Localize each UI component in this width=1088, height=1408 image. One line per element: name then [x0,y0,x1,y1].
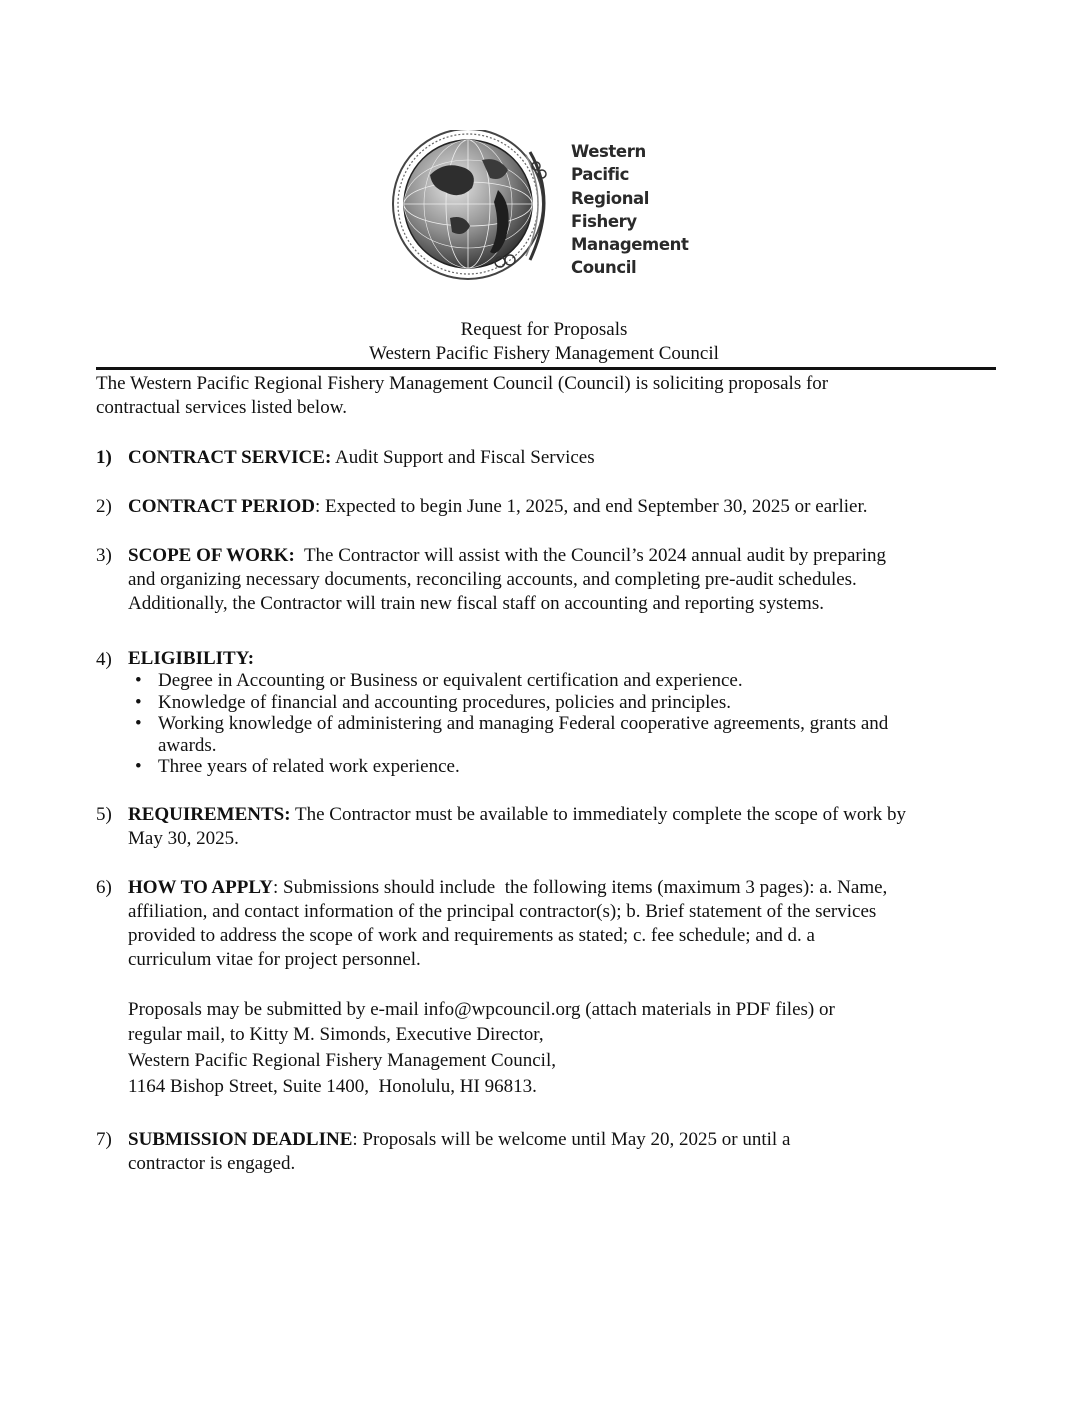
item-number: 6) [96,877,112,898]
item-body [128,803,996,851]
header-subtitle: Western Pacific Fishery Management Council [369,343,719,364]
item-text: and organizing necessary documents, reconciling accounts, and completing pre-audit schedules. [128,569,857,590]
item-heading: SUBMISSION DEADLINE [128,1129,353,1150]
logo-wordmark [571,140,688,280]
logo-text-line: Council [571,258,637,278]
proposal-text: regular mail, to Kitty M. Simonds, Executive Director, [128,1024,544,1045]
intro-line: contractual services listed below. [96,397,347,418]
document-header [96,318,992,366]
item-body [128,876,996,1100]
council-logo [390,130,690,295]
bullet-icon: • [135,756,142,777]
bullet-icon: • [135,691,142,713]
item-heading: CONTRACT PERIOD [128,496,316,517]
proposal-text: Western Pacific Regional Fishery Management Council, [128,1050,556,1071]
item-text: contractor is engaged. [128,1153,296,1174]
logo-text-line: Pacific [571,165,630,185]
logo-text-line: Management [571,235,689,255]
item-text: May 30, 2025. [128,828,239,849]
item-text: curriculum vitae for project personnel. [128,949,421,970]
item-heading: HOW TO APPLY [128,877,274,898]
item-heading: ELIGIBILITY: [128,648,255,669]
item-text: : Expected to begin June 1, 2025, and end September 30, 2025 or earlier. [315,496,868,517]
list-item: • Working knowledge of administering and managing Federal cooperative agreements, grants and awards. [135,713,889,756]
logo-text-line: Regional [571,188,650,208]
header-title: Request for Proposals [460,319,628,340]
list-item: • Degree in Accounting or Business or equivalent certification and experience. [135,670,743,691]
eligibility-list [128,670,996,778]
list-item: • Knowledge of financial and accounting procedures, policies and principles. [135,691,731,713]
item-number: 3) [96,545,112,566]
item-number: 2) [96,496,112,517]
item-number: 1) [96,447,112,468]
proposal-text: 1164 Bishop Street, Suite 1400, Honolulu, HI 96813. [128,1076,537,1097]
item-text: Additionally, the Contractor will train new fiscal staff on accounting and reporting systems. [128,593,824,614]
list-item: • Three years of related work experience. [135,756,460,777]
item-body [128,495,996,519]
logo-text-line: Fishery [571,211,637,231]
item-body [128,446,996,470]
header-divider [96,367,996,370]
intro-paragraph [96,372,996,420]
item-body [128,648,996,778]
item-body [128,544,996,616]
proposal-text: Proposals may be submitted by e-mail info@wpcouncil.org (attach materials in PDF files) or [128,999,835,1020]
item-heading: REQUIREMENTS: [128,804,291,825]
item-text: provided to address the scope of work and requirements as stated; c. fee schedule; and d. a [128,925,815,946]
item-number: 4) [96,649,112,670]
mailing-address [128,1022,996,1100]
logo-text-line: Western [571,142,646,161]
item-text: Audit Support and Fiscal Services [331,447,595,468]
globe-logo-icon [390,130,570,295]
bullet-icon: • [135,713,142,734]
bullet-icon: • [135,670,142,691]
item-body [128,1128,996,1176]
item-heading: CONTRACT SERVICE: [128,447,332,468]
intro-line: The Western Pacific Regional Fishery Management Council (Council) is soliciting proposals for [96,373,829,394]
item-heading: SCOPE OF WORK: [128,545,295,566]
item-text: affiliation, and contact information of the principal contractor(s); b. Brief statement of the services [128,901,877,922]
item-text: : Submissions should include the following items (maximum 3 pages): a. Name, [273,877,888,898]
item-number: 5) [96,804,112,825]
item-text: The Contractor will assist with the Council’s 2024 annual audit by preparing [294,545,886,566]
item-number: 7) [96,1129,112,1150]
item-text: The Contractor must be available to immediately complete the scope of work by [290,804,906,825]
item-text: : Proposals will be welcome until May 20, 2025 or until a [352,1129,791,1150]
